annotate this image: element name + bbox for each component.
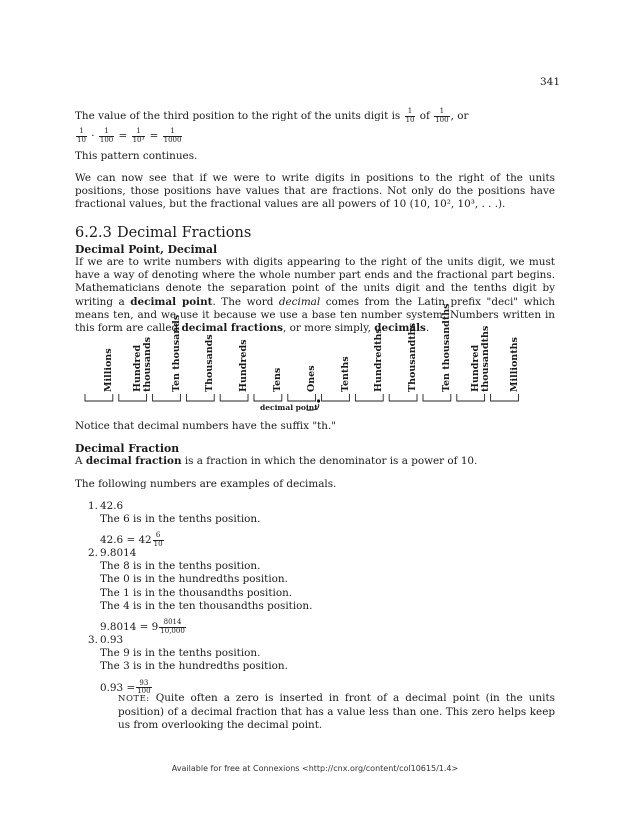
powers-of-ten-math: (10, 10², 10³, . . .). [409, 198, 506, 211]
example-value: 9.8014 [100, 547, 137, 559]
decimal-fraction-term: decimal fraction [85, 455, 182, 467]
eq-left: 42.6 = 42 [100, 534, 152, 547]
place-column-line: Hundreds [238, 339, 250, 392]
eq-fraction: $\frac{93}{100}$ [137, 678, 151, 696]
df-text: is a fraction in which the denominator is a power of 10. [184, 455, 478, 467]
place-column-line: Hundred [131, 344, 143, 392]
place-column-label [510, 337, 520, 392]
suffix-note: Notice that decimal numbers have the suffix "th." [75, 420, 337, 432]
place-bracket [423, 394, 451, 401]
example-line: The 9 is in the tenths position. [100, 647, 261, 660]
decimal-word-italic: decimal [278, 295, 321, 308]
decimal-point-heading: Decimal Point, Decimal [75, 243, 218, 256]
place-column-label [471, 326, 491, 392]
thousandth-equation [75, 128, 183, 144]
place-bracket [322, 394, 350, 401]
eq-term: $\frac{1}{1000}$ [163, 127, 182, 144]
place-column-label [172, 315, 182, 392]
place-column-line: thousands [141, 337, 153, 392]
fraction-one-hundredth: $\frac{1}{100}$ [435, 107, 449, 124]
example-value: 42.6 [100, 500, 124, 512]
example-line: The 8 is in the tenths position. [100, 560, 261, 573]
df-text: A [75, 455, 83, 467]
dp-text: comes from the Latin prefix "deci" which means ten, and we use it because we use a base ten number system. Numbers written in this form are called [75, 295, 555, 335]
fractional-values-text: We can now see that if we were to write digits in positions to the right of the units positions, those positions have values that are fractions. Not only do the positions have fractional values, but the fractional values are all powers of 10 [75, 172, 555, 211]
place-column-label [273, 368, 283, 392]
place-column-label [133, 337, 153, 392]
example-line: The 6 is in the tenths position. [100, 513, 261, 526]
place-column-label [307, 365, 317, 392]
place-bracket [491, 394, 519, 401]
example-line: The 3 is in the hundredths position. [100, 660, 288, 673]
decimal-point-term: decimal point [130, 295, 213, 308]
pattern-continues-text: This pattern continues. [75, 150, 198, 162]
place-bracket [119, 394, 147, 401]
eq-left: 0.93 = [100, 681, 136, 694]
of-word: of [419, 110, 430, 122]
eq-term: $\frac{1}{\text{10³}}$ [132, 127, 145, 144]
place-bracket [220, 394, 248, 401]
example-line: The 4 is in the ten thousandths position. [100, 599, 313, 612]
item-number: 2. [88, 547, 98, 559]
place-column-label [374, 328, 384, 392]
place-column-label [442, 304, 452, 392]
dp-text: . The word [212, 295, 274, 308]
eq-fraction: $\frac{8014}{10,000}$ [160, 618, 185, 635]
note-text: Quite often a zero is inserted in front of a decimal point (in the units position) of a decimal fraction that has a value less than one. This zero helps keep us from overlooking the decimal point. [118, 692, 555, 732]
place-bracket [186, 394, 214, 401]
list-item [75, 500, 555, 547]
list-item [75, 634, 555, 694]
item-number: 1. [88, 500, 98, 512]
place-column-line: Tens [271, 367, 283, 392]
eq-term: $\frac{1}{100}$ [99, 127, 114, 144]
place-column-line: Ten thousandths [440, 303, 452, 392]
eq-operator: = [118, 130, 128, 142]
page-number: 341 [540, 76, 561, 88]
decimal-point-label: decimal point [260, 403, 318, 412]
note-label: NOTE: [118, 694, 150, 704]
examples-list [75, 500, 555, 694]
place-column-label [239, 340, 249, 392]
fractional-values-paragraph [75, 172, 555, 212]
place-column-line: Thousandths [407, 323, 419, 392]
place-column-line: Millionths [508, 337, 520, 392]
place-bracket [355, 394, 383, 401]
note-block [118, 692, 555, 733]
or-word: , or [450, 110, 469, 122]
place-column-line: Hundredths [373, 328, 385, 392]
eq-left: 9.8014 = 9 [100, 621, 159, 634]
place-bracket [389, 394, 417, 401]
place-column-line: Tenths [339, 356, 351, 392]
decimal-fractions-term: decimal fractions [181, 322, 283, 335]
fraction-one-tenth: $\frac{1}{10}$ [405, 107, 415, 124]
eq-term: $\frac{1}{10}$ [77, 127, 86, 144]
dp-text: If we are to write numbers with digits appearing to the right of the units digit, we must have a way of denoting where the whole number part ends and the fractional part begins. Mathematicians denote the separation point of the units digit and the tenths digit by writing a [75, 256, 555, 308]
decimals-term: decimals [374, 322, 426, 335]
section-title: Decimal Fractions [116, 225, 252, 241]
place-bracket [254, 394, 282, 401]
place-column-label [341, 356, 351, 392]
place-bracket [85, 394, 113, 401]
section-number: 6.2.3 [75, 225, 112, 241]
section-heading [75, 224, 251, 241]
place-bracket [288, 394, 316, 401]
place-bracket [457, 394, 485, 401]
decimal-fraction-definition [75, 455, 477, 468]
example-line: The 1 is in the thousandths position. [100, 586, 293, 599]
place-column-line: thousandths [479, 325, 491, 392]
example-value: 0.93 [100, 634, 124, 646]
dp-text: . [425, 322, 430, 335]
place-column-line: Millions [102, 348, 114, 392]
place-column-label [104, 348, 114, 392]
decimal-fraction-heading: Decimal Fraction [75, 442, 180, 455]
list-item [75, 547, 555, 634]
item-number: 3. [88, 634, 98, 646]
eq-operator: · [91, 130, 95, 142]
example-equation [100, 619, 555, 635]
examples-intro: The following numbers are examples of decimals. [75, 478, 337, 490]
third-position-text: The value of the third position to the right of the units digit is [75, 110, 401, 122]
place-column-label [205, 334, 215, 392]
eq-fraction: $\frac{6}{10}$ [153, 531, 163, 548]
place-column-label [408, 323, 418, 392]
footer: Available for free at Connexions <http://cnx.org/content/col10615/1.4> [171, 764, 459, 773]
dp-text: , or more simply, [282, 322, 371, 335]
example-equation [100, 532, 555, 548]
place-column-line: Hundred [469, 344, 481, 392]
example-line: The 0 is in the hundredths position. [100, 573, 288, 586]
third-position-paragraph [75, 108, 468, 124]
eq-operator: = [149, 130, 159, 142]
place-column-line: Ones [305, 365, 317, 392]
place-column-line: Ten thousands [170, 314, 182, 392]
place-column-line: Thousands [204, 334, 216, 392]
place-bracket [153, 394, 181, 401]
